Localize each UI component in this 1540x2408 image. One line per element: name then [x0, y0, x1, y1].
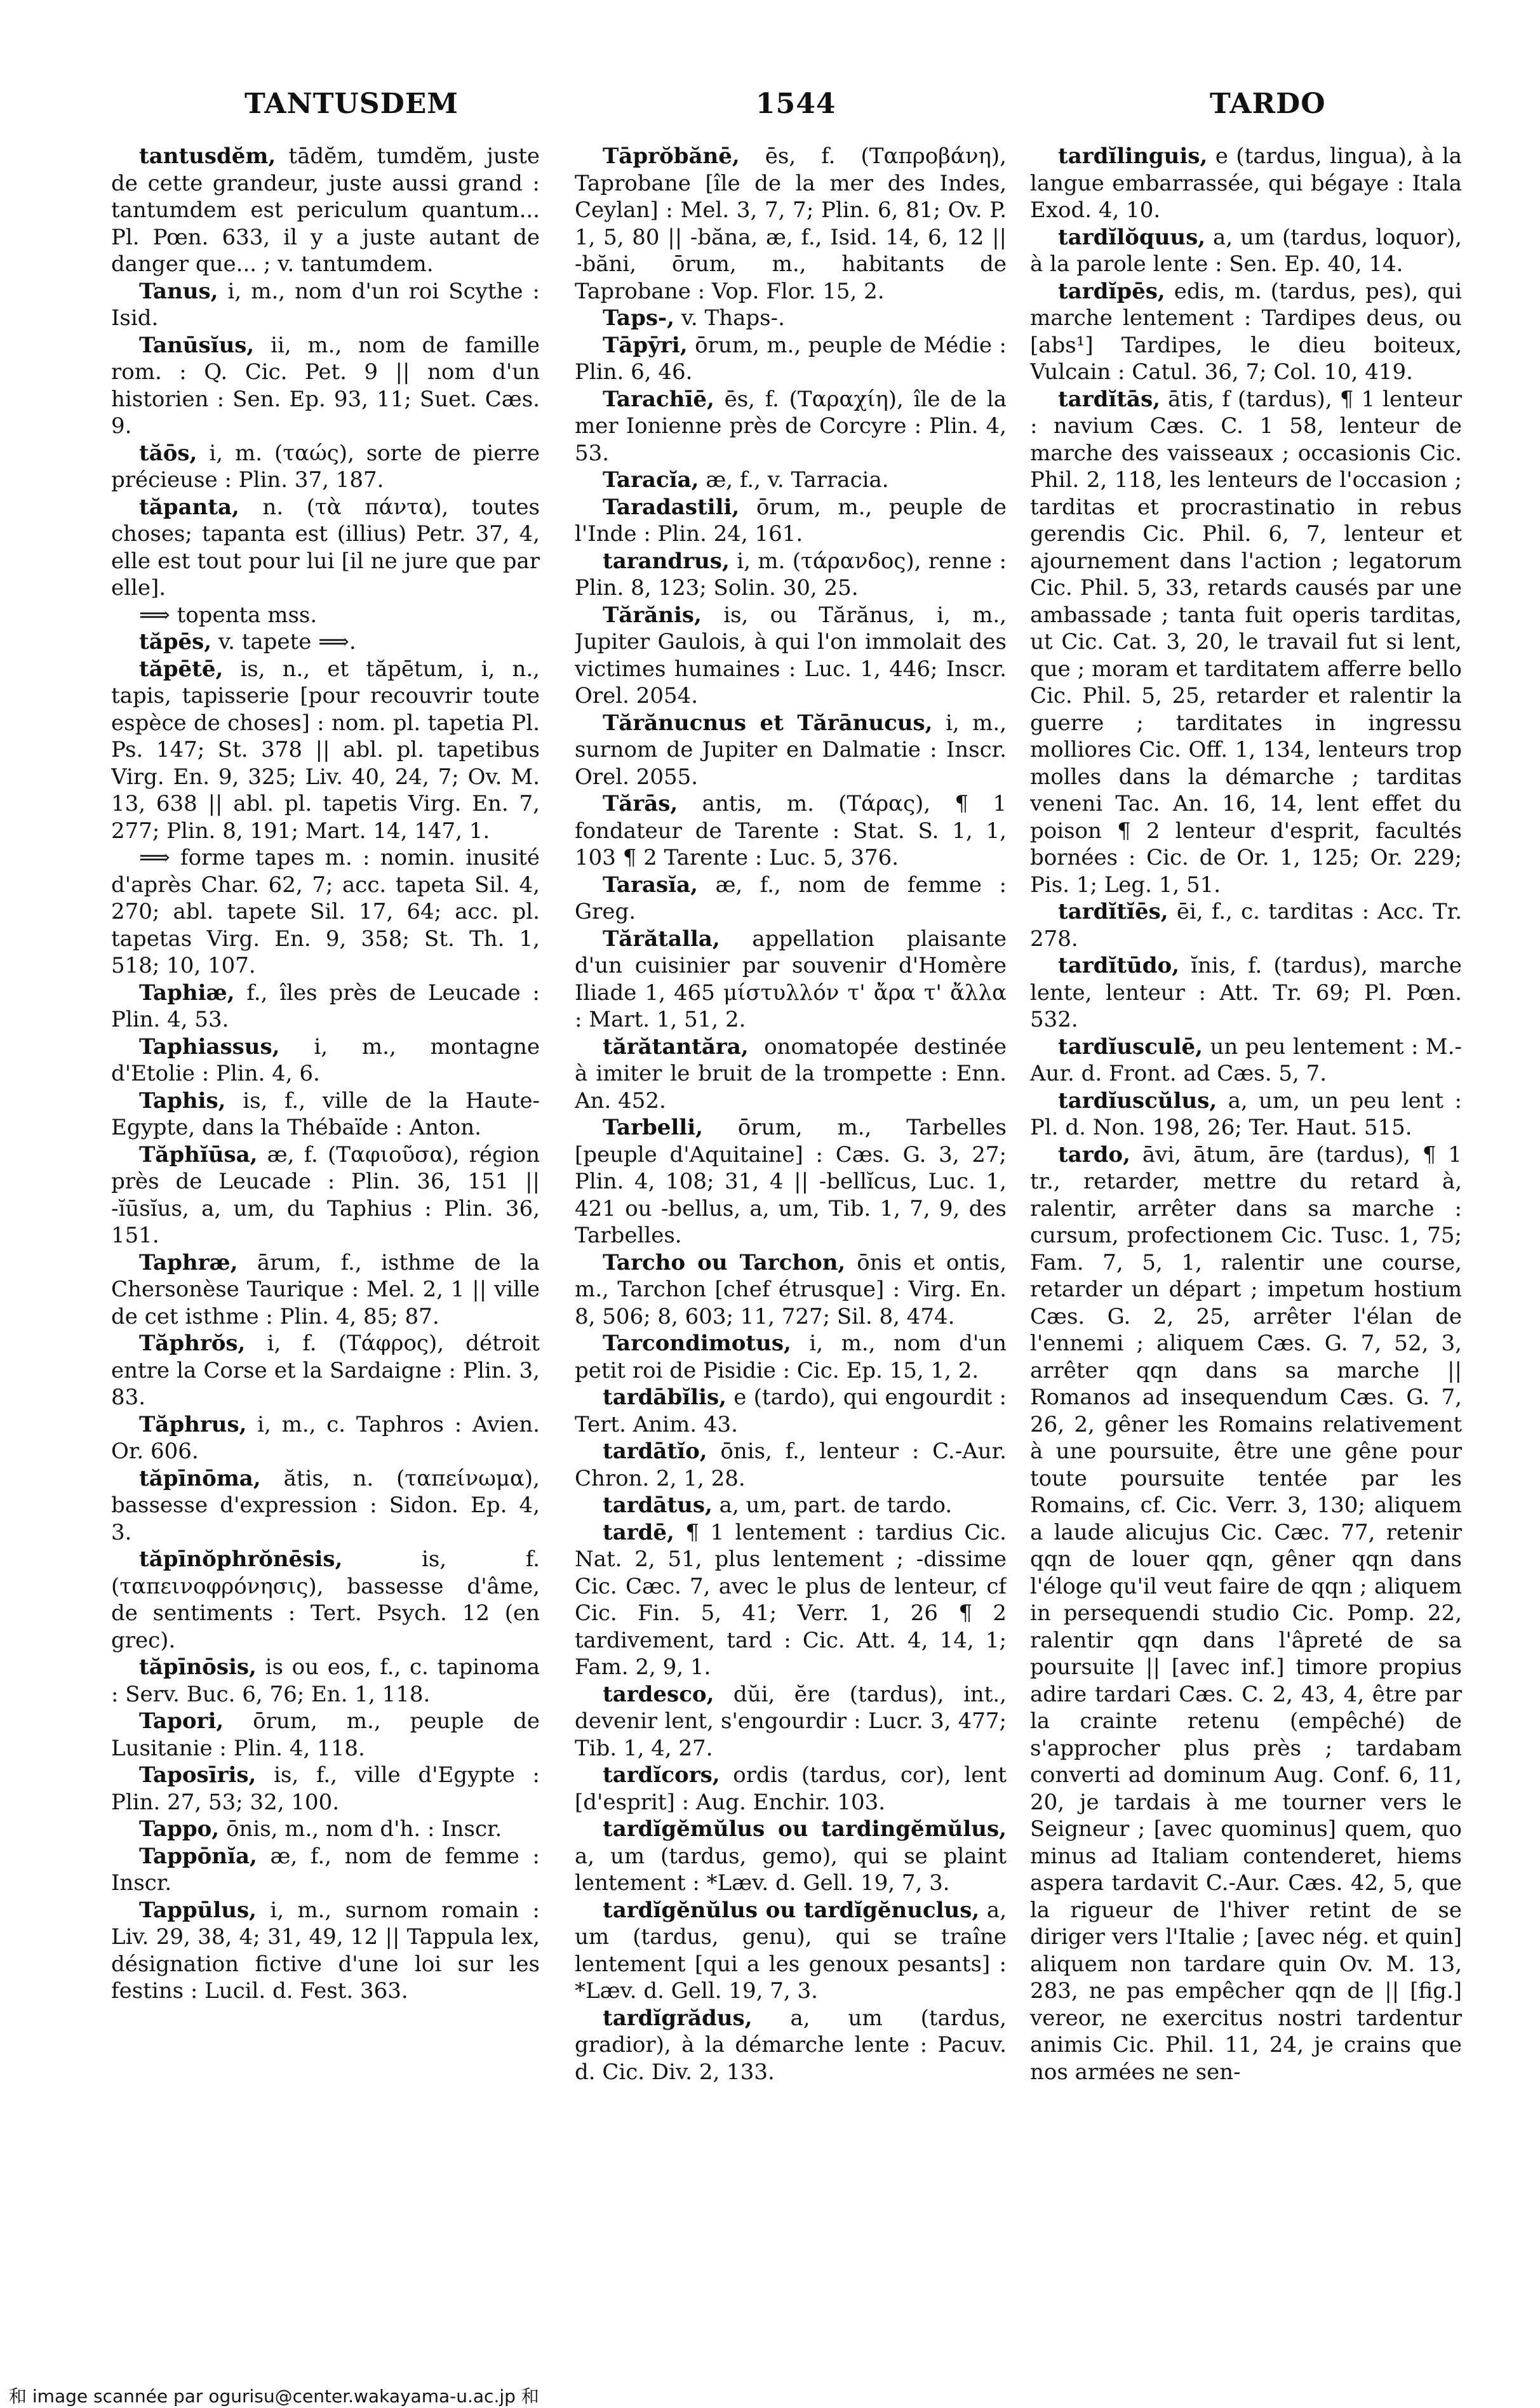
entry-lemma: tardĭtās,: [1058, 386, 1161, 412]
dictionary-entry: [111, 1816, 540, 1843]
dictionary-entry: [575, 1330, 1007, 1384]
entry-definition: e (tardus, lingua), à la langue embarrassée, qui bégaye : Itala Exod. 4, 10.: [1030, 143, 1462, 223]
dictionary-entry: [575, 332, 1007, 386]
entry-lemma: tăpīnŏphrŏnēsis,: [139, 1547, 343, 1572]
dictionary-entry: [111, 629, 540, 656]
dictionary-entry: [111, 1546, 540, 1654]
entry-lemma: tardo,: [1058, 1141, 1130, 1167]
entry-lemma: Tăphĭūsa,: [139, 1141, 258, 1167]
dictionary-entry: [111, 278, 540, 332]
entry-lemma: tardĭgĕnŭlus ou tardĭgĕnuclus,: [603, 1897, 980, 1923]
entry-lemma: tardesco,: [603, 1681, 714, 1707]
entry-lemma: Tappōnĭa,: [139, 1843, 257, 1869]
entry-definition: ōnis et ontis, m., Tarchon [chef étrusque] : Virg. En. 8, 506; 8, 603; 11, 727; Sil. 8, 474.: [575, 1249, 1007, 1329]
entry-lemma: Taphis,: [139, 1088, 226, 1114]
column-1: [111, 143, 540, 2346]
entry-definition: a, um, part. de tardo.: [712, 1493, 953, 1518]
entry-lemma: tăpēs,: [139, 629, 212, 655]
dictionary-entry: [111, 1330, 540, 1411]
entry-lemma: tardĭlŏquus,: [1058, 224, 1206, 250]
entry-definition: ārum, f., isthme de la Chersonèse Taurique : Mel. 2, 1 || ville de cet isthme : Plin. 4, 85; 87.: [111, 1249, 540, 1329]
dictionary-entry: [575, 1492, 1007, 1519]
entry-lemma: Tarbelli,: [603, 1115, 703, 1140]
dictionary-entry: [575, 1114, 1007, 1249]
entry-definition: ātis, f (tardus), ¶ 1 lenteur : navium Cæs. C. 1 58, lenteur de marche des vaisseaux ; occasionis Cic. Phil. 2, 118, les lenteurs de l'occasion ; tarditas et procrastinatio in rebus gerendis Cic. Phil. 6, 7, lenteur et ajournement dans l'action ; legatorum Cic. Phil. 5, 33, retards causés par une ambassade ; tanta fuit operis tarditas, ut Cic. Cat. 3, 20, le travail fut si lent, que ; moram et tarditatem afferre bello Cic. Phil. 5, 25, retarder et ralentir la guerre ; tarditates in ingressu molliores Cic. Off. 1, 134, lenteurs trop molles dans la démarche ; tarditas veneni Tac. An. 16, 14, lent effet du poison ¶ 2 lenteur d'esprit, facultés bornées : Cic. de Or. 1, 125; Or. 229; Pis. 1; Leg. 1, 51.: [1030, 386, 1462, 898]
entry-definition: i, m. (ταώς), sorte de pierre précieuse : Plin. 37, 187.: [111, 440, 540, 493]
dictionary-entry: [111, 602, 540, 629]
entry-lemma: Taphiassus,: [139, 1034, 280, 1060]
entry-lemma: Tanūsĭus,: [139, 332, 255, 358]
entry-lemma: Tărās,: [603, 791, 678, 816]
dictionary-entry: [1030, 952, 1462, 1034]
dictionary-entry: [1030, 278, 1462, 386]
dictionary-entry: [111, 1762, 540, 1816]
dictionary-entry: [575, 1034, 1007, 1115]
dictionary-entry: [575, 305, 1007, 332]
entry-definition: is, n., et tăpētum, i, n., tapis, tapisserie [pour recouvrir toute espèce de choses] : nom. pl. tapetia Pl. Ps. 147; St. 378 || abl. pl. tapetibus Virg. En. 9, 325; Liv. 40, 24, 7; Ov. M. 13, 638 || abl. pl. tapetis Virg. En. 7, 277; Plin. 8, 191; Mart. 14, 147, 1.: [111, 656, 540, 844]
entry-lemma: tăpanta,: [139, 494, 239, 520]
entry-lemma: Tarasĭa,: [603, 872, 698, 898]
entry-lemma: tardĭlinguis,: [1058, 143, 1208, 169]
entry-lemma: Tappo,: [139, 1816, 220, 1842]
entry-definition: æ, f., v. Tarracia.: [699, 467, 889, 493]
entry-definition: is, f. (ταπεινοφρόνησις), bassesse d'âme, de sentiments : Tert. Psych. 12 (en grec).: [111, 1547, 540, 1653]
dictionary-entry: [575, 790, 1007, 872]
dictionary-entry: [111, 1465, 540, 1547]
entry-definition: a, um (tardus, gemo), qui se plaint lentement : *Læv. d. Gell. 19, 7, 3.: [575, 1843, 1007, 1896]
entry-definition: appellation plaisante d'un cuisinier par souvenir d'Homère Iliade 1, 465 μίστυλλόν τ' ἄρα τ' ἄλλα : Mart. 1, 51, 2.: [575, 926, 1007, 1032]
dictionary-entry: [1030, 1088, 1462, 1141]
dictionary-entry: [575, 1384, 1007, 1438]
dictionary-entry: [575, 602, 1007, 710]
entry-lemma: Tărătalla,: [603, 926, 720, 952]
entry-definition: ⟹ forme tapes m. : nomin. inusité d'après Char. 62, 7; acc. tapeta Sil. 4, 270; abl. tapete Sil. 17, 64; acc. pl. tapetas Virg. En. 9, 358; St. Th. 1, 518; 10, 107.: [111, 845, 540, 978]
entry-definition: e (tardo), qui engourdit : Tert. Anim. 43.: [575, 1385, 1007, 1437]
entry-definition: n. (τὰ πάντα), toutes choses; tapanta est (illius) Petr. 37, 4, elle est tout pour lui [il ne jure que par elle].: [111, 494, 540, 601]
dictionary-entry: [111, 1141, 540, 1249]
entry-lemma: tardĭtĭēs,: [1058, 899, 1168, 924]
entry-lemma: Tāpȳri,: [603, 332, 688, 358]
dictionary-entry: [111, 1249, 540, 1331]
dictionary-entry: [1030, 1141, 1462, 2086]
entry-lemma: Tarcho ou Tarchon,: [603, 1249, 846, 1275]
dictionary-entry: [575, 2005, 1007, 2086]
dictionary-entry: [111, 1843, 540, 1897]
entry-definition: a, um, un peu lent : Pl. d. Non. 198, 26; Ter. Haut. 515.: [1030, 1088, 1462, 1140]
entry-lemma: tardĭusculē,: [1058, 1034, 1203, 1060]
entry-definition: f., îles près de Leucade : Plin. 4, 53.: [111, 980, 540, 1032]
running-head-left: TANTUSDEM: [244, 88, 459, 120]
entry-lemma: tardābĭlis,: [603, 1385, 726, 1410]
entry-definition: ōnis, f., lenteur : C.-Aur. Chron. 2, 1, 28.: [575, 1439, 1007, 1491]
entry-definition: i, m., surnom de Jupiter en Dalmatie : Inscr. Orel. 2055.: [575, 710, 1007, 790]
entry-lemma: Taphræ,: [139, 1249, 238, 1275]
entry-definition: v. Thaps-.: [674, 305, 785, 331]
entry-lemma: tăpīnōsis,: [139, 1654, 257, 1680]
entry-definition: ătis, n. (ταπείνωμα), bassesse d'expression : Sidon. Ep. 4, 3.: [111, 1465, 540, 1545]
entry-lemma: Tarcondimotus,: [603, 1331, 791, 1356]
entry-lemma: tăpētē,: [139, 656, 224, 682]
entry-lemma: Tarachīē,: [603, 386, 714, 412]
dictionary-entry: [575, 926, 1007, 1034]
entry-definition: v. tapete ⟹.: [211, 629, 356, 655]
column-3: [1030, 143, 1462, 2346]
dictionary-entry: [111, 143, 540, 278]
entry-definition: i, m., c. Taphros : Avien. Or. 606.: [111, 1411, 540, 1464]
entry-definition: i, m., surnom romain : Liv. 29, 38, 4; 31, 49, 12 || Tappula lex, désignation fictive d'une loi sur les festins : Lucil. d. Fest. 363.: [111, 1897, 540, 2004]
dictionary-entry: [575, 872, 1007, 926]
entry-definition: ōrum, m., Tarbelles [peuple d'Aquitaine] : Cæs. G. 3, 27; Plin. 4, 108; 31, 4 || -bellĭcus, Luc. 1, 421 ou -bellus, a, um, Tib. 1, 7, 9, des Tarbelles.: [575, 1115, 1007, 1248]
entry-lemma: Tapori,: [139, 1708, 224, 1734]
dictionary-entry: [1030, 1034, 1462, 1088]
entry-lemma: tărătantăra,: [603, 1034, 749, 1060]
entry-definition: a, um (tardus, gradior), à la démarche lente : Pacuv. d. Cic. Div. 2, 133.: [575, 2005, 1007, 2085]
entry-definition: i, m., montagne d'Etolie : Plin. 4, 6.: [111, 1034, 540, 1086]
running-head-right: TARDO: [1210, 88, 1326, 120]
dictionary-entry: [111, 980, 540, 1034]
entry-lemma: tardĭpēs,: [1058, 278, 1165, 304]
dictionary-entry: [575, 710, 1007, 791]
entry-definition: ĭnis, f. (tardus), marche lente, lenteur : Att. Tr. 69; Pl. Pœn. 532.: [1030, 953, 1462, 1032]
entry-lemma: tardātus,: [603, 1493, 713, 1518]
entry-lemma: Taps-,: [603, 305, 674, 331]
dictionary-entry: [575, 494, 1007, 548]
entry-lemma: tardĭuscŭlus,: [1058, 1088, 1217, 1114]
entry-definition: ēs, f. (Ταραχίη), île de la mer Ionienne près de Corcyre : Plin. 4, 53.: [575, 386, 1007, 466]
entry-lemma: tardĭgrădus,: [603, 2005, 753, 2031]
dictionary-entry: [111, 1034, 540, 1088]
entry-definition: a, um (tardus, loquor), à la parole lente : Sen. Ep. 40, 14.: [1030, 224, 1462, 277]
entry-definition: ēs, f. (Ταπροβάνη), Taprobane [île de la mer des Indes, Ceylan] : Mel. 3, 7, 7; Plin. 6, 81; Ov. P. 1, 5, 80 || -băna, æ, f., Isid. 14, 6, 12 || -băni, ōrum, m., habitants de Taprobane : Vop. Flor. 15, 2.: [575, 143, 1007, 304]
dictionary-entry: [575, 386, 1007, 467]
dictionary-entry: [111, 656, 540, 845]
dictionary-entry: [575, 1681, 1007, 1762]
entry-lemma: tardĭtūdo,: [1058, 953, 1180, 978]
dictionary-entry: [575, 1762, 1007, 1816]
dictionary-entry: [111, 1897, 540, 2005]
entry-lemma: Taposīris,: [139, 1762, 257, 1788]
entry-definition: æ, f., nom de femme : Greg.: [575, 872, 1007, 924]
entry-definition: is ou eos, f., c. tapinoma : Serv. Buc. 6, 76; En. 1, 118.: [111, 1654, 540, 1707]
dictionary-entry: [1030, 386, 1462, 899]
dictionary-entry: [1030, 898, 1462, 952]
entry-definition: ōnis, m., nom d'h. : Inscr.: [219, 1816, 502, 1842]
entry-lemma: tardātĭo,: [603, 1439, 707, 1464]
entry-definition: i, m., nom d'un roi Scythe : Isid.: [111, 278, 540, 331]
entry-definition: tādĕm, tumdĕm, juste de cette grandeur, juste aussi grand : tantumdem est periculum quantum... Pl. Pœn. 633, il y a juste autant de danger que... ; v. tantumdem.: [111, 143, 540, 277]
entry-definition: ordis (tardus, cor), lent [d'esprit] : Aug. Enchir. 103.: [575, 1762, 1007, 1815]
dictionary-entry: [575, 143, 1007, 305]
entry-lemma: Tāprŏbănē,: [603, 143, 740, 169]
dictionary-entry: [575, 467, 1007, 494]
column-2: [575, 143, 1007, 2346]
entry-lemma: Tăphrus,: [139, 1411, 247, 1437]
entry-lemma: Tappūlus,: [139, 1897, 257, 1923]
entry-definition: i, m., nom d'un petit roi de Pisidie : Cic. Ep. 15, 1, 2.: [575, 1331, 1007, 1383]
entry-definition: ¶ 1 lentement : tardius Cic. Nat. 2, 51, plus lentement ; -dissime Cic. Cæc. 7, avec le plus de lenteur, cf Cic. Fin. 5, 41; Verr. 1, 26 ¶ 2 tardivement, tard : Cic. Att. 4, 14, 1; Fam. 2, 9, 1.: [575, 1519, 1007, 1680]
entry-definition: ēi, f., c. tarditas : Acc. Tr. 278.: [1030, 899, 1462, 952]
dictionary-entry: [111, 844, 540, 980]
dictionary-entry: [111, 1708, 540, 1762]
dictionary-entry: [575, 1897, 1007, 2005]
entry-definition: a, um (tardus, genu), qui se traîne lentement [qui a les genoux pesants] : *Læv. d. Gell. 19, 7, 3.: [575, 1897, 1007, 2004]
entry-lemma: Taradastili,: [603, 494, 740, 520]
entry-definition: i, m. (τάρανδος), renne : Plin. 8, 123; Solin. 30, 25.: [575, 548, 1007, 601]
entry-definition: i, f. (Τάφρος), détroit entre la Corse et la Sardaigne : Plin. 3, 83.: [111, 1331, 540, 1410]
dictionary-entry: [111, 440, 540, 494]
dictionary-entry: [1030, 143, 1462, 224]
entry-definition: æ, f., nom de femme : Inscr.: [111, 1843, 540, 1896]
dictionary-entry: [111, 1411, 540, 1465]
entry-lemma: tardĭgĕmŭlus ou tardingĕmŭlus,: [603, 1816, 1007, 1842]
entry-definition: antis, m. (Τάρας), ¶ 1 fondateur de Tarente : Stat. S. 1, 1, 103 ¶ 2 Tarente : Luc. 5, 376.: [575, 791, 1007, 870]
dictionary-entry: [1030, 224, 1462, 278]
entry-definition: ii, m., nom de famille rom. : Q. Cic. Pet. 9 || nom d'un historien : Sen. Ep. 93, 11; Suet. Cæs. 9.: [111, 332, 540, 439]
dictionary-entry: [111, 1654, 540, 1708]
entry-definition: ōrum, m., peuple de l'Inde : Plin. 24, 161.: [575, 494, 1007, 547]
entry-lemma: tăpīnōma,: [139, 1465, 261, 1491]
entry-definition: æ, f. (Ταφιοῦσα), région près de Leucade : Plin. 36, 151 || -ĭūsĭus, a, um, du Taphius : Plin. 36, 151.: [111, 1141, 540, 1248]
dictionary-entry: [111, 1088, 540, 1141]
entry-definition: un peu lentement : M.-Aur. d. Front. ad Cæs. 5, 7.: [1030, 1034, 1462, 1086]
entry-lemma: tardē,: [603, 1519, 674, 1545]
page-number: 1544: [756, 88, 836, 120]
entry-lemma: Taracĭa,: [603, 467, 699, 493]
entry-lemma: Tăphrŏs,: [139, 1331, 246, 1356]
dictionary-entry: [111, 332, 540, 440]
dictionary-entry: [575, 1249, 1007, 1331]
entry-definition: ōrum, m., peuple de Lusitanie : Plin. 4, 118.: [111, 1708, 540, 1761]
dictionary-entry: [111, 494, 540, 602]
dictionary-entry: [575, 548, 1007, 602]
entry-definition: dŭi, ĕre (tardus), int., devenir lent, s'engourdir : Lucr. 3, 477; Tib. 1, 4, 27.: [575, 1681, 1007, 1761]
entry-definition: is, f., ville d'Egypte : Plin. 27, 53; 32, 100.: [111, 1762, 540, 1815]
entry-lemma: Tărănis,: [603, 602, 702, 628]
entry-definition: ōrum, m., peuple de Médie : Plin. 6, 46.: [575, 332, 1007, 385]
entry-lemma: tarandrus,: [603, 548, 730, 574]
entry-definition: is, ou Tărănus, i, m., Jupiter Gaulois, à qui l'on immolait des victimes humaines : Luc. 1, 446; Inscr. Orel. 2054.: [575, 602, 1007, 708]
entry-lemma: tăōs,: [139, 440, 198, 466]
entry-lemma: tardĭcors,: [603, 1762, 720, 1788]
scan-credit: 和 image scannée par ogurisu@center.wakayama-u.ac.jp 和: [9, 2386, 539, 2407]
entry-lemma: Taphiæ,: [139, 980, 235, 1006]
entry-definition: is, f., ville de la Haute-Egypte, dans la Thébaïde : Anton.: [111, 1088, 540, 1140]
dictionary-entry: [575, 1519, 1007, 1681]
dictionary-entry: [575, 1816, 1007, 1897]
entry-lemma: Tanus,: [139, 278, 218, 304]
entry-definition: āvi, ātum, āre (tardus), ¶ 1 tr., retarder, mettre du retard à, ralentir, arrêter dans sa marche : cursum, profectionem Cic. Tusc. 1, 75; Fam. 7, 5, 1, ralentir une course, retarder un départ ; impetum hostium Cæs. G. 2, 25, arrêter l'élan de l'ennemi ; aliquem Cæs. G. 7, 52, 3, arrêter qqn dans sa marche || Romanos ad insequendum Cæs. G. 7, 26, 2, gêner les Romains relativement à une poursuite, être une gêne pour toute poursuite tentée par les Romains, cf. Cic. Verr. 3, 130; aliquem a laude alicujus Cic. Cæc. 77, retenir qqn de louer qqn, gêner qqn dans l'éloge qu'il veut faire de qqn ; aliquem in persequendi studio Cic. Pomp. 22, ralentir qqn dans l'âpreté de sa poursuite || [avec inf.] timore propius adire tardari Cæs. C. 2, 43, 4, être par la crainte retenu (empêché) de s'approcher plus près ; tardabam converti ad dominum Aug. Conf. 6, 11, 20, je tardais à me tourner vers le Seigneur ; [avec quominus] quem, quo minus ad Italiam contenderet, hiems aspera tardavit C.-Aur. Cæs. 42, 5, que la rigueur de l'hiver retint de se diriger vers l'Italie ; [avec nég. et quin] aliquem non tardare quin Ov. M. 13, 283, ne pas empêcher qqn de || [fig.] vereor, ne exercitus nostri tardentur animis Cic. Phil. 11, 24, je crains que nos armées ne sen-: [1030, 1141, 1462, 2085]
entry-lemma: tantusdĕm,: [139, 143, 276, 169]
entry-definition: onomatopée destinée à imiter le bruit de la trompette : Enn. An. 452.: [575, 1034, 1007, 1114]
entry-definition: edis, m. (tardus, pes), qui marche lentement : Tardipes deus, ou [abs¹] Tardipes, le dieu boiteux, Vulcain : Catul. 36, 7; Col. 10, 419.: [1030, 278, 1462, 385]
entry-definition: ⟹ topenta mss.: [139, 602, 318, 628]
dictionary-entry: [575, 1438, 1007, 1492]
entry-lemma: Tărănucnus et Tărānucus,: [603, 710, 933, 736]
